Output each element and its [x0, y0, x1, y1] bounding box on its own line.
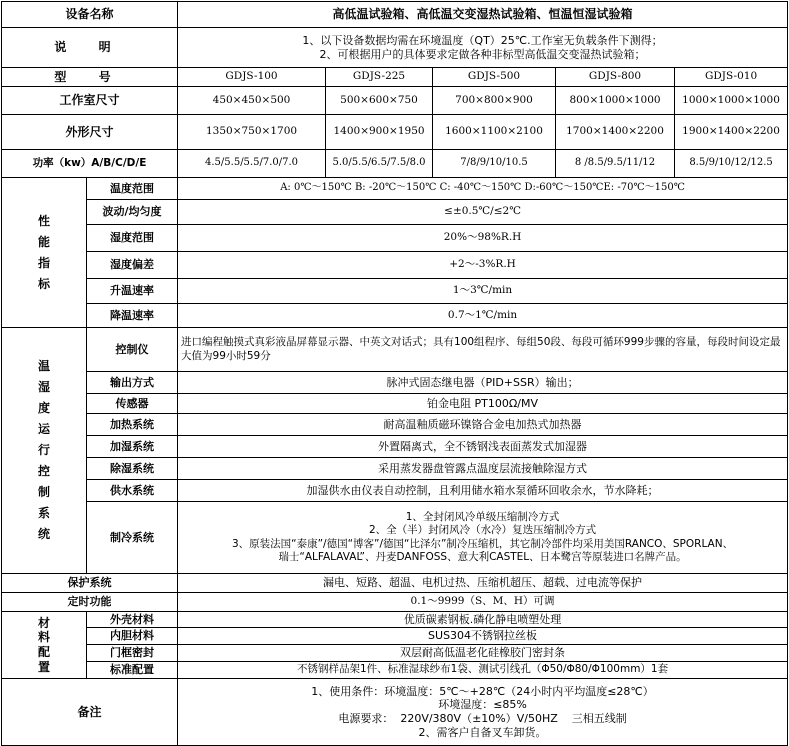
- system-row: [2, 436, 788, 458]
- remarks-value: [178, 679, 788, 746]
- dehumidify-system-value: 采用蒸发器盘管露点温度层流接触除湿方式: [178, 458, 788, 480]
- chamber-size-value: 450×450×500: [178, 87, 326, 115]
- cooling-rate-label: 降温速率: [87, 304, 178, 328]
- chamber-size-row: [2, 87, 788, 115]
- heating-rate-label: 升温速率: [87, 279, 178, 304]
- outer-size-value: 1350×750×1700: [178, 115, 326, 150]
- power-value: 8 /8.5/9.5/11/12: [556, 150, 675, 178]
- outer-size-value: 1900×1400×2200: [675, 115, 788, 150]
- liner-material-value: SUS304不锈钢拉丝板: [178, 628, 788, 645]
- refrigeration-label: 制冷系统: [87, 502, 178, 574]
- refrigeration-line-2: 2、全（半）封闭风冷（水冷）复迭压缩制冷方式: [368, 524, 597, 537]
- performance-row: [2, 225, 788, 252]
- system-row: [2, 458, 788, 480]
- system-row: [2, 372, 788, 394]
- system-row: [2, 328, 788, 372]
- system-row: [2, 394, 788, 414]
- outer-size-row: [2, 115, 788, 150]
- model-value: GDJS-225: [326, 68, 433, 87]
- description-row: [2, 28, 788, 68]
- refrigeration-line-3: 3、原装法国“泰康”/德国“博客”/德国“比泽尔”制冷压缩机，其它制冷部件均采用美国RANCO、SPORLAN、: [232, 537, 734, 550]
- protection-row: [2, 574, 788, 593]
- shell-material-label: 外壳材料: [87, 612, 178, 628]
- outer-size-value: 1400×900×1950: [326, 115, 433, 150]
- model-value: GDJS-800: [556, 68, 675, 87]
- remarks-line-3: 电源要求： 220V/380V（±10%）V/50HZ 三相五线制: [338, 712, 627, 725]
- shell-material-value: 优质碳素钢板.磷化静电喷塑处理: [178, 612, 788, 628]
- system-row: [2, 502, 788, 574]
- output-value: 脉冲式固态继电器（PID+SSR）输出；: [178, 372, 788, 394]
- performance-group-label: 性 能 指 标: [2, 178, 87, 328]
- description-value: [178, 28, 788, 68]
- outer-size-value: 1600×1100×2100: [433, 115, 556, 150]
- uniformity-label: 波动/均匀度: [87, 200, 178, 225]
- temp-range-value: A: 0℃～150℃ B: -20℃～150℃ C: -40℃～150℃ D:-60℃～150℃E: -70℃～150℃: [178, 178, 788, 200]
- refrigeration-line-1: 1、全封闭风冷单级压缩制冷方式: [405, 511, 560, 524]
- power-value: 8.5/9/10/12/12.5: [675, 150, 788, 178]
- remarks-label: 备注: [2, 679, 178, 746]
- material-row: [2, 662, 788, 679]
- standard-config-label: 标准配置: [87, 662, 178, 679]
- model-label: 型 号: [2, 68, 178, 87]
- materials-group-label: 材 料 配 置: [2, 612, 87, 679]
- refrigeration-value: [178, 502, 788, 574]
- water-system-label: 供水系统: [87, 480, 178, 502]
- model-value: GDJS-010: [675, 68, 788, 87]
- power-value: 7/8/9/10/10.5: [433, 150, 556, 178]
- chamber-size-label: 工作室尺寸: [2, 87, 178, 115]
- power-value: 4.5/5.5/5.5/7.0/7.0: [178, 150, 326, 178]
- header-row: [2, 2, 788, 28]
- protection-value: 漏电、短路、超温、电机过热、压缩机超压、超载、过电流等保护: [178, 574, 788, 593]
- remarks-line-4: 2、需客户自备叉车卸货。: [418, 725, 547, 739]
- humidify-system-label: 加湿系统: [87, 436, 178, 458]
- power-row: [2, 150, 788, 178]
- output-label: 输出方式: [87, 372, 178, 394]
- refrigeration-line-4: 瑞士“ALFALAVAL”、丹麦DANFOSS、意大利CASTEL、日本鹭宫等原装进口名牌产品。: [278, 550, 687, 563]
- dehumidify-system-label: 除湿系统: [87, 458, 178, 480]
- protection-label: 保护系统: [2, 574, 178, 593]
- description-label: 说 明: [2, 28, 178, 68]
- humidity-range-label: 湿度范围: [87, 225, 178, 252]
- controller-value: 进口编程触摸式真彩液晶屏幕显示器、中英文对话式；具有100组程序、每组50段、每段可循环999步骤的容量，每段时间设定最大值为99小时59分: [178, 328, 788, 372]
- timer-row: [2, 593, 788, 612]
- material-row: [2, 612, 788, 628]
- cooling-rate-value: 0.7～1℃/min: [178, 304, 788, 328]
- timer-value: 0.1～9999（S、M、H）可调: [178, 593, 788, 612]
- humidity-deviation-label: 湿度偏差: [87, 252, 178, 279]
- remarks-line-1: 1、使用条件：环境温度：5℃～+28℃（24小时内平均温度≤28℃）: [311, 684, 654, 698]
- performance-row: [2, 279, 788, 304]
- sensor-value: 铂金电阻 PT100Ω/MV: [178, 394, 788, 414]
- humidity-range-value: 20%～98%R.H: [178, 225, 788, 252]
- heating-system-label: 加热系统: [87, 414, 178, 436]
- performance-row: [2, 252, 788, 279]
- uniformity-value: ≤±0.5℃/≤2℃: [178, 200, 788, 225]
- chamber-size-value: 1000×1000×1000: [675, 87, 788, 115]
- system-row: [2, 414, 788, 436]
- timer-label: 定时功能: [2, 593, 178, 612]
- material-row: [2, 628, 788, 645]
- description-line-1: 1、以下设备数据均需在环境温度（QT）25℃.工作室无负载条件下测得；: [302, 33, 663, 47]
- model-row: [2, 68, 788, 87]
- performance-row: [2, 178, 788, 200]
- power-label: 功率（kw）A/B/C/D/E: [2, 150, 178, 178]
- remarks-line-2: 环境湿度：≤85%: [438, 698, 527, 712]
- water-system-value: 加湿供水由仪表自动控制，且利用储水箱水泵循环回收余水，节水降耗；: [178, 480, 788, 502]
- header-value: 高低温试验箱、高低温交变湿热试验箱、恒温恒湿试验箱: [178, 2, 788, 28]
- outer-size-label: 外形尺寸: [2, 115, 178, 150]
- chamber-size-value: 500×600×750: [326, 87, 433, 115]
- standard-config-value: 不锈钢样品架1件、标准湿球纱布1袋、测试引线孔（Φ50/Φ80/Φ100mm）1套: [178, 662, 788, 679]
- heating-rate-value: 1～3℃/min: [178, 279, 788, 304]
- system-group-label: 温 湿 度 运 行 控 制 系 统: [2, 328, 87, 574]
- description-line-2: 2、可根据用户的具体要求定做各种非标型高低温交变湿热试验箱；: [319, 47, 646, 61]
- remarks-row: [2, 679, 788, 746]
- liner-material-label: 内胆材料: [87, 628, 178, 645]
- chamber-size-value: 700×800×900: [433, 87, 556, 115]
- system-row: [2, 480, 788, 502]
- model-value: GDJS-500: [433, 68, 556, 87]
- spec-table: [1, 1, 788, 746]
- material-row: [2, 645, 788, 662]
- humidity-deviation-value: +2～-3%R.H: [178, 252, 788, 279]
- header-label: 设备名称: [2, 2, 178, 28]
- power-value: 5.0/5.5/6.5/7.5/8.0: [326, 150, 433, 178]
- performance-row: [2, 304, 788, 328]
- performance-row: [2, 200, 788, 225]
- humidify-system-value: 外置隔离式，全不锈钢浅表面蒸发式加湿器: [178, 436, 788, 458]
- outer-size-value: 1700×1400×2200: [556, 115, 675, 150]
- temp-range-label: 温度范围: [87, 178, 178, 200]
- sensor-label: 传感器: [87, 394, 178, 414]
- controller-label: 控制仪: [87, 328, 178, 372]
- chamber-size-value: 800×1000×1000: [556, 87, 675, 115]
- heating-system-value: 耐高温釉质磁环镍铬合金电加热式加热器: [178, 414, 788, 436]
- model-value: GDJS-100: [178, 68, 326, 87]
- door-seal-value: 双层耐高低温老化硅橡胶门密封条: [178, 645, 788, 662]
- door-seal-label: 门框密封: [87, 645, 178, 662]
